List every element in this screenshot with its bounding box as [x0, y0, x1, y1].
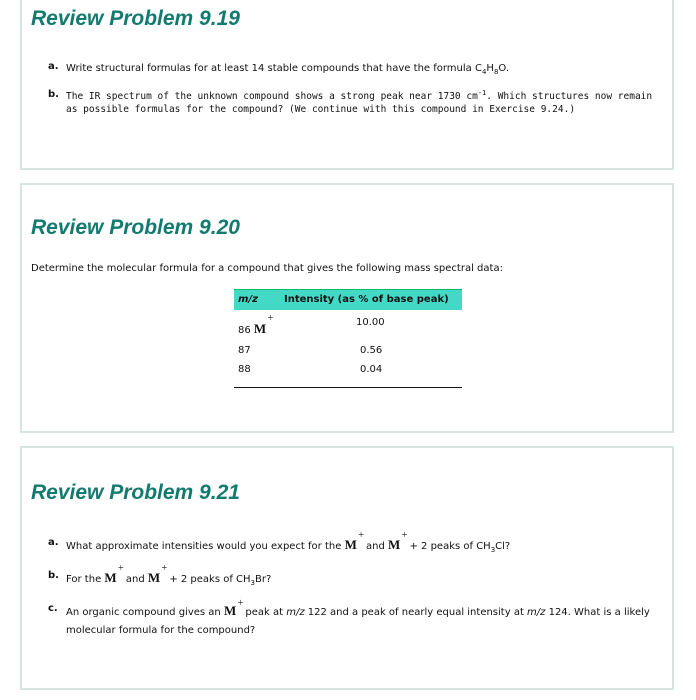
- table-cell-mz: 88: [238, 364, 251, 375]
- review-problem-9-21-card: [20, 446, 674, 690]
- question-text: The IR spectrum of the unknown compound shows a strong peak near 1730 $cm^{-1}$. Which structures now remain as possible formulas for the compound? (We continue with this compound in Exercise 9.24.): [66, 88, 653, 115]
- question-letter: c.: [48, 603, 58, 614]
- review-problem-9-20-card: [20, 183, 674, 433]
- table-cell-intensity: 0.04: [360, 364, 383, 375]
- problem-title: Review Problem 9.20: [31, 216, 240, 239]
- molecular-ion-symbol: M +: [388, 530, 408, 552]
- question-a: [48, 62, 654, 75]
- question-text: For the M + and M + + 2 peaks of $CH_3Br$?: [66, 563, 272, 587]
- molecular-ion-symbol: M +: [147, 563, 168, 585]
- column-header-intensity: Intensity (as % of base peak): [284, 294, 449, 305]
- question-c: [48, 598, 654, 640]
- question-letter: b.: [48, 570, 59, 581]
- molecular-ion-symbol: M +: [104, 563, 124, 585]
- question-letter: a.: [48, 537, 59, 548]
- problem-intro: Determine the molecular formula for a compound that gives the following mass spectral data:: [31, 263, 503, 274]
- molecular-ion-symbol: M +: [253, 313, 274, 336]
- table-header: [234, 289, 462, 310]
- problem-title: Review Problem 9.19: [31, 7, 240, 30]
- table-cell-mz: 86 M +: [238, 313, 274, 336]
- molecular-ion-symbol: M +: [344, 530, 364, 552]
- table-cell-intensity: 0.56: [360, 345, 383, 356]
- question-letter: a.: [48, 61, 59, 72]
- review-problem-9-19-card: [20, 0, 674, 170]
- table-cell-intensity: 10.00: [356, 317, 385, 328]
- question-text: An organic compound gives an M + peak at m/z 122 and a peak of nearly equal intensity at m/z 124. What is a likely molecular formula for the compound?: [66, 598, 650, 636]
- question-text: What approximate intensities would you expect for the M + and M + + 2 peaks of $CH_3Cl$?: [66, 530, 511, 554]
- table-bottom-rule: [234, 387, 462, 388]
- question-a: [48, 530, 654, 554]
- column-header-mz: m/z: [238, 294, 258, 305]
- problem-title: Review Problem 9.21: [31, 481, 240, 504]
- molecular-ion-symbol: M +: [223, 598, 244, 618]
- question-text: Write structural formulas for at least 14 stable compounds that have the formula $C_4H_8O$.: [66, 63, 510, 76]
- question-b: [48, 563, 654, 587]
- table-cell-mz: 87: [238, 345, 251, 356]
- question-b: [48, 90, 654, 116]
- question-letter: b.: [48, 89, 59, 100]
